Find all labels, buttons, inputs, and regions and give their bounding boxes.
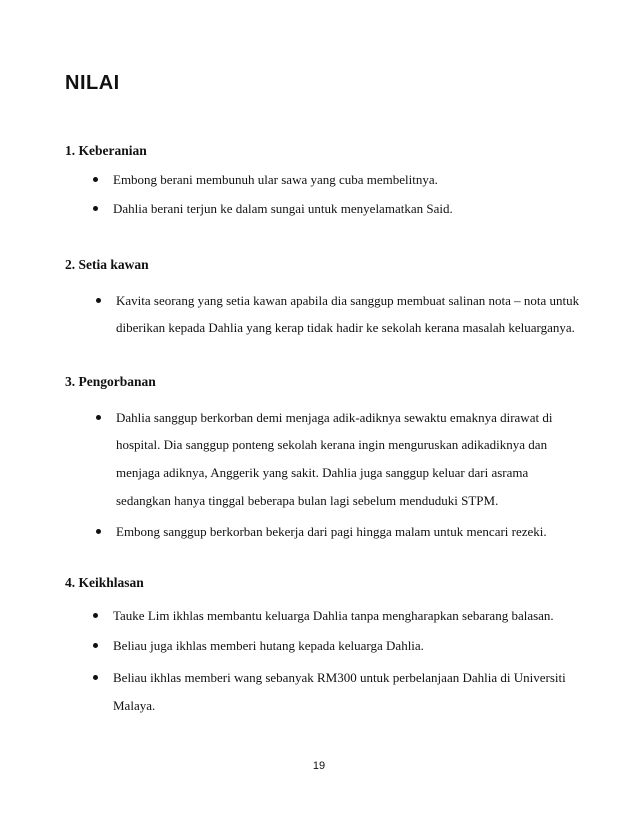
bullet-icon: [96, 529, 101, 534]
bullet-icon: [96, 415, 101, 420]
bullet-icon: [93, 643, 98, 648]
list-item: Tauke Lim ikhlas membantu keluarga Dahlia tanpa mengharapkan sebarang balasan.: [113, 608, 554, 623]
list-item-continuation: sedangkan hanya tinggal beberapa bulan lagi sebelum menduduki STPM.: [116, 493, 499, 508]
bullet-icon: [93, 613, 98, 618]
list-item-continuation: Malaya.: [113, 698, 156, 713]
bullet-icon: [93, 177, 98, 182]
section-heading-keberanian: 1. Keberanian: [65, 143, 147, 158]
section-heading-setia-kawan: 2. Setia kawan: [65, 257, 149, 272]
page-number: 19: [312, 760, 326, 772]
list-item: Beliau ikhlas memberi wang sebanyak RM300 untuk perbelanjaan Dahlia di Universiti: [113, 670, 566, 685]
list-item-continuation: diberikan kepada Dahlia yang kerap tidak hadir ke sekolah kerana masalah keluarganya.: [116, 320, 575, 335]
bullet-icon: [93, 206, 98, 211]
page-title: NILAI: [65, 72, 120, 94]
bullet-icon: [96, 298, 101, 303]
list-item-continuation: hospital. Dia sanggup ponteng sekolah kerana ingin menguruskan adikadiknya dan: [116, 437, 548, 452]
list-item: Embong sanggup berkorban bekerja dari pagi hingga malam untuk mencari rezeki.: [116, 524, 547, 539]
list-item: Dahlia sanggup berkorban demi menjaga adik-adiknya sewaktu emaknya dirawat di: [116, 410, 553, 425]
list-item: Kavita seorang yang setia kawan apabila dia sanggup membuat salinan nota – nota untuk: [116, 293, 580, 308]
list-item: Embong berani membunuh ular sawa yang cuba membelitnya.: [113, 172, 438, 187]
section-heading-pengorbanan: 3. Pengorbanan: [65, 374, 156, 389]
bullet-icon: [93, 675, 98, 680]
list-item-continuation: menjaga adiknya, Anggerik yang sakit. Dahlia juga sanggup keluar dari asrama: [116, 465, 529, 480]
list-item: Beliau juga ikhlas memberi hutang kepada keluarga Dahlia.: [113, 638, 424, 653]
list-item: Dahlia berani terjun ke dalam sungai untuk menyelamatkan Said.: [113, 201, 453, 216]
section-heading-keikhlasan: 4. Keikhlasan: [65, 575, 144, 590]
